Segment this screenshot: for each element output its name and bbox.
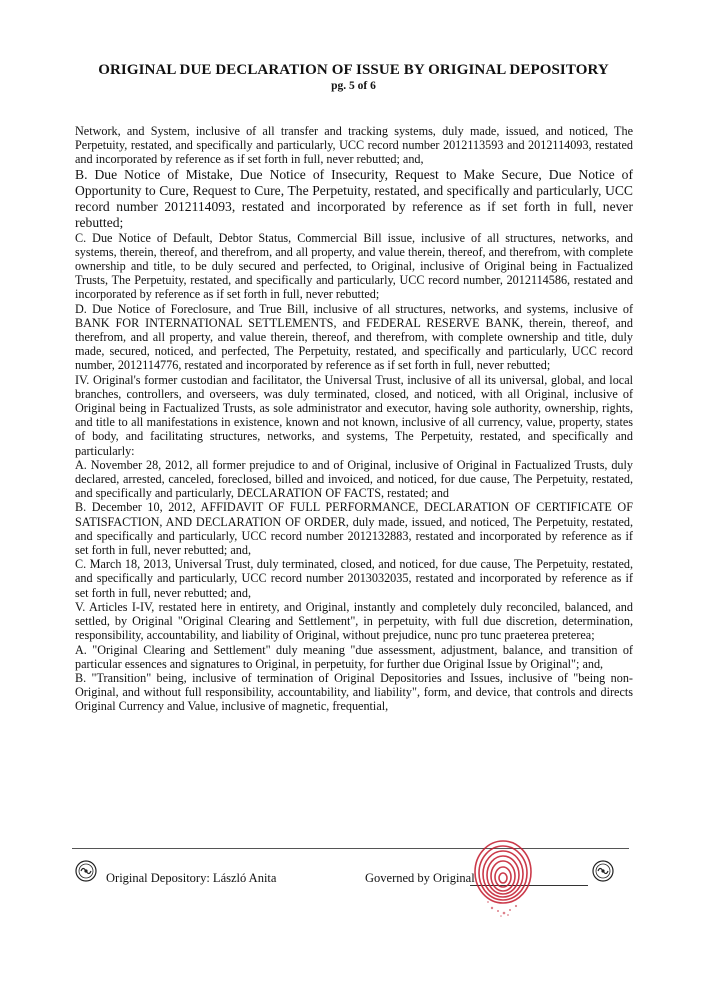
oi-seal-icon	[592, 860, 614, 882]
oi-seal-icon	[75, 860, 97, 882]
paragraph-d-notice-of-foreclosure: D. Due Notice of Foreclosure, and True Bill, inclusive of all structures, networks, and systems, inclusive of BANK FOR INTERNATIONAL SETTLEMENTS, and FEDERAL RESERVE BANK, therein, thereof, and therefrom, and all property, and value therein, thereof, and therefrom, with complete ownership and title, duly made, secured, noticed, and perfected, The Perpetuity, restated, and specifically and particularly, UCC record number, 2012114776, restated and incorporated by reference as if set forth in full, never rebutted;	[75, 301, 633, 373]
page-number: pg. 5 of 6	[331, 80, 376, 92]
page-title: ORIGINAL DUE DECLARATION OF ISSUE BY ORIGINAL DEPOSITORY	[98, 62, 609, 78]
paragraph-iv-universal-trust: IV. Original's former custodian and facilitator, the Universal Trust, inclusive of all its universal, global, and local branches, controllers, and overseers, was duly terminated, closed, and noticed, with all Original, inclusive of Original being in Factualized Trusts, as sole administrator and executor, having sole authority, ownership, rights, and title to all manifestations in existence, known and not known, inclusive of all currency, value, property, states of body, and facilitating structures, networks, and systems, The Perpetuity, restated, and specifically and particularly:	[75, 372, 633, 458]
paragraph-iv-a: A. November 28, 2012, all former prejudice to and of Original, inclusive of Original in Factualized Trusts, duly declared, arrested, canceled, foreclosed, billed and invoiced, and noticed, for due cause, The Perpetuity, restated, and specifically and particularly, DECLARATION OF FACTS, restated; and	[75, 457, 633, 501]
document-body	[75, 124, 633, 714]
paragraph-v-a: A. "Original Clearing and Settlement" duly meaning "due assessment, adjustment, balance, and transition of particular essences and signatures to Original, in perpetuity, for further due Original Issue by Original"; and,	[75, 642, 633, 671]
paragraph-continuation: Network, and System, inclusive of all transfer and tracking systems, duly made, issued, and noticed, The Perpetuity, restated, and specifically and particularly, UCC record number 2012113593 and 2012114093, restated and incorporated by reference as if set forth in full, never rebutted; and,	[75, 124, 633, 167]
paragraph-b-notice-of-mistake: B. Due Notice of Mistake, Due Notice of Insecurity, Request to Make Secure, Due Notice of Opportunity to Cure, Request to Cure, The Perpetuity, restated, and specifically and particularly, UCC record number 2012114093, restated and incorporated by reference as if set forth in full, never rebutted;	[75, 166, 633, 230]
paragraph-iv-b: B. December 10, 2012, AFFIDAVIT OF FULL PERFORMANCE, DECLARATION OF CERTIFICATE OF SATISFACTION, AND DECLARATION OF ORDER, duly made, issued, and noticed, The Perpetuity, restated, and specifically and particularly, UCC record number 2012132883, restated and incorporated by reference as if set forth in full, never rebutted; and,	[75, 500, 633, 558]
footer-depository: Original Depository: László Anita	[106, 871, 277, 885]
paragraph-c-notice-of-default: C. Due Notice of Default, Debtor Status, Commercial Bill issue, inclusive of all structures, networks, and systems, therein, thereof, and therefrom, and all property, and value therein, thereof, and therefrom, with complete ownership and title, to be duly secured and perfected, to Original, inclusive of Original being in Factualized Trusts, The Perpetuity, restated, and specifically and particularly, UCC record number, 2012114586, restated and incorporated by reference as if set forth in full, never rebutted;	[75, 230, 633, 302]
footer-rule	[72, 848, 629, 849]
paragraph-v-b: B. "Transition" being, inclusive of termination of Original Depositories and Issues, inclusive of "being non-Original, and without full responsibility, accountability, and liability", form, and device, that controls and directs Original Currency and Value, inclusive of magnetic, frequential,	[75, 670, 633, 714]
footer-governed-by: Governed by Original	[365, 871, 475, 885]
paragraph-iv-c: C. March 18, 2013, Universal Trust, duly terminated, closed, and noticed, for due cause, The Perpetuity, restated, and specifically and particularly, UCC record number 2013032035, restated and incorporated by reference as if set forth in full, never rebutted; and,	[75, 557, 633, 600]
thumbprint-icon	[470, 838, 536, 918]
paragraph-v-articles: V. Articles I-IV, restated here in entirety, and Original, instantly and completely duly reconciled, balanced, and settled, by Original "Original Clearing and Settlement", in perpetuity, with full due discretion, determination, responsibility, accountability, and liability of Original, without prejudice, nunc pro tunc praeterea preterea;	[75, 599, 633, 643]
